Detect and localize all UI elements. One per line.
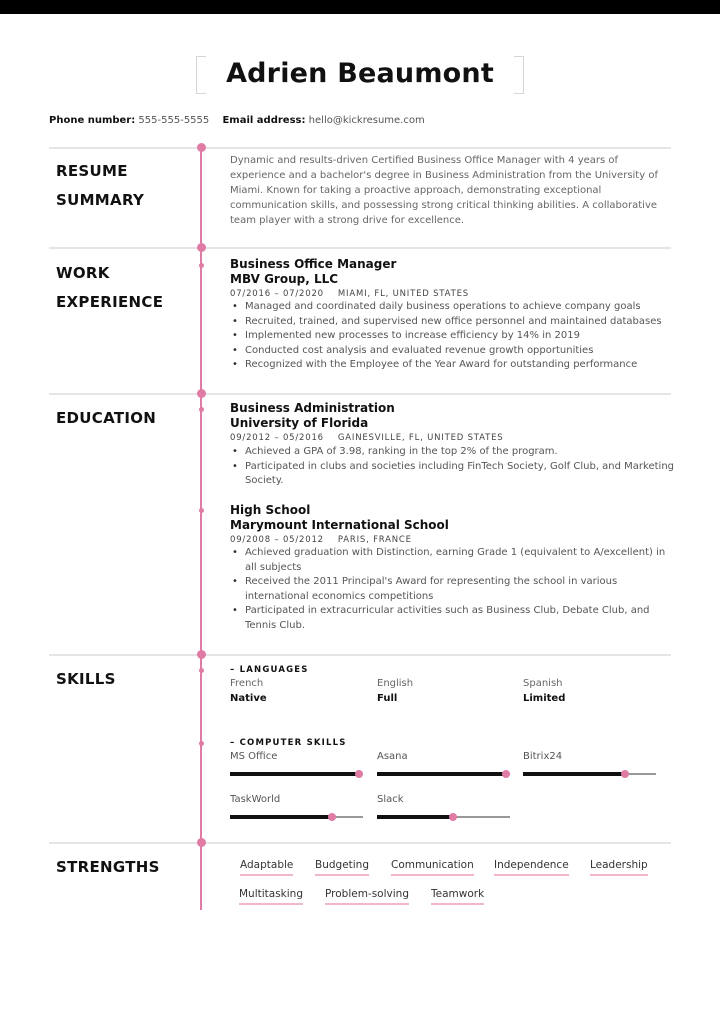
list-item: • Managed and coordinated daily business operations to achieve company goals [230,300,675,315]
timeline-small-dot [199,741,204,746]
education-location: GAINESVILLE, FL, UNITED STATES [337,433,504,443]
computer-skills-label: – COMPUTER SKILLS [230,738,347,748]
strength-tag: Adaptable [240,859,293,876]
education-location: PARIS, FRANCE [337,535,412,545]
job-company: MBV Group, LLC [230,272,339,286]
skill-knob [328,813,336,821]
skill-fill [230,815,332,819]
timeline-small-dot [199,508,204,513]
skill-fill [523,772,625,776]
strength-tag: Budgeting [315,859,369,876]
education-meta [230,535,412,545]
list-item: • Implemented new processes to increase efficiency by 14% in 2019 [230,329,675,344]
list-item: • Recognized with the Employee of the Year Award for outstanding performance [230,358,675,373]
skill-bar-item: TaskWorld [230,793,363,823]
phone-value: 555-555-5555 [138,115,210,126]
skill-knob [502,770,510,778]
education-dates: 09/2012 – 05/2016 [230,433,324,443]
section-heading-summary: RESUME SUMMARY [56,162,145,209]
strength-tag: Leadership [590,859,648,876]
list-item: • Participated in clubs and societies including FinTech Society, Golf Club, and Marketing Society. [230,460,675,489]
education-school: University of Florida [230,416,369,430]
strength-tag: Teamwork [431,888,484,905]
education-meta [230,433,503,443]
strength-tag: Multitasking [239,888,303,905]
education-degree: High School [230,503,311,517]
timeline-small-dot [199,407,204,412]
language-item: Spanish Limited [523,678,566,704]
skill-bar-item: Bitrix24 [523,750,656,780]
divider-skills [49,654,671,656]
education-bullets [230,445,675,489]
strength-tag: Communication [391,859,474,876]
education-degree: Business Administration [230,401,395,415]
job-location: MIAMI, FL, UNITED STATES [337,289,469,299]
section-heading-strengths: STRENGTHS [56,858,160,876]
email-value: hello@kickresume.com [308,115,425,126]
language-item: French Native [230,678,267,704]
timeline-dot [197,389,206,398]
job-meta [230,289,469,299]
candidate-name: Adrien Beaumont [226,58,494,89]
top-bar [0,0,720,14]
divider-work [49,247,671,249]
strength-tag: Independence [494,859,569,876]
job-title: Business Office Manager [230,257,397,271]
list-item: • Participated in extracurricular activities such as Business Club, Debate Club, and Tennis Club. [230,604,675,633]
list-item: • Recruited, trained, and supervised new office personnel and maintained databases [230,315,675,330]
languages-label: – LANGUAGES [230,665,309,675]
email-label: Email address: [222,115,306,126]
timeline-line [200,147,202,910]
skill-bar-item: Slack [377,793,510,823]
timeline-dot [197,143,206,152]
strength-tag: Problem-solving [325,888,409,905]
language-item: English Full [377,678,414,704]
skill-bar-item: Asana [377,750,510,780]
section-heading-skills: SKILLS [56,670,116,688]
section-heading-work: WORK EXPERIENCE [56,264,164,311]
divider-summary [49,147,671,149]
timeline-dot [197,838,206,847]
timeline-dot [197,243,206,252]
skill-knob [449,813,457,821]
skill-fill [377,815,453,819]
list-item: • Conducted cost analysis and evaluated revenue growth opportunities [230,344,675,359]
summary-text: Dynamic and results-driven Certified Business Office Manager with 4 years of experience and a bachelor's degree in Business Administration from the University of Miami. Known for taking a proactive approach, demonstrating exceptional communication skills, and possessing strong critical thinking abilities. A collaborative team player with a strong drive for excellence. [230,155,658,226]
timeline-small-dot [199,668,204,673]
contact-line [49,115,425,126]
skill-bar-item: MS Office [230,750,363,780]
divider-education [49,393,671,395]
list-item: • Achieved a GPA of 3.98, ranking in the top 2% of the program. [230,445,675,460]
skill-fill [377,772,506,776]
timeline-dot [197,650,206,659]
section-heading-education: EDUCATION [56,409,157,427]
education-dates: 09/2008 – 05/2012 [230,535,324,545]
phone-label: Phone number: [49,115,136,126]
job-dates: 07/2016 – 07/2020 [230,289,324,299]
name-frame [196,56,524,94]
skill-knob [355,770,363,778]
list-item: • Received the 2011 Principal's Award for representing the school in various international economics competitions [230,575,675,604]
divider-strengths [49,842,671,844]
job-bullets [230,300,675,373]
education-school: Marymount International School [230,518,449,532]
education-bullets [230,546,675,633]
timeline-small-dot [199,263,204,268]
skill-knob [621,770,629,778]
skill-fill [230,772,359,776]
list-item: • Achieved graduation with Distinction, earning Grade 1 (equivalent to A/excellent) in all subjects [230,546,675,575]
